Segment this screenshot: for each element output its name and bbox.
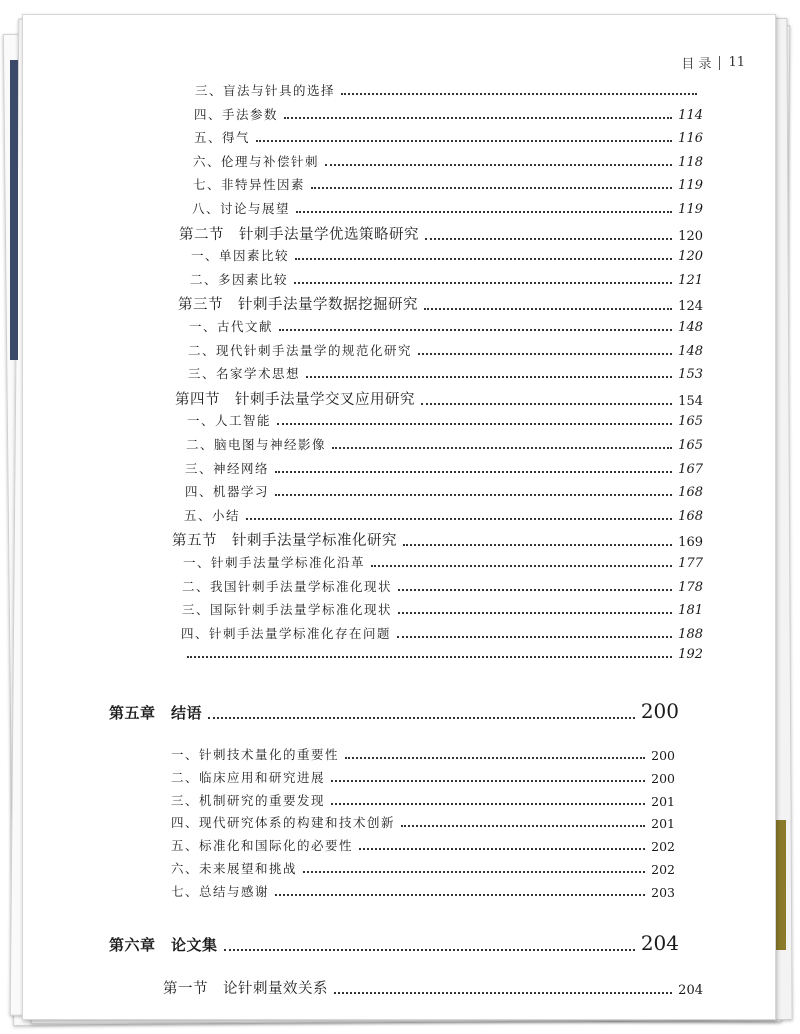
toc-label: 四、现代研究体系的构建和技术创新 <box>171 815 396 831</box>
dot-leader <box>332 447 672 449</box>
toc-item <box>171 813 675 831</box>
toc-label: 第六章 论文集 <box>109 935 218 954</box>
toc-page-number: 148 <box>678 343 703 359</box>
toc-item <box>184 506 703 524</box>
toc-label: 七、非特异性因素 <box>193 177 306 193</box>
toc-label: 四、机器学习 <box>185 484 270 500</box>
toc-page-number: 169 <box>678 535 703 551</box>
toc-page-number: 202 <box>651 862 675 877</box>
toc-page-number: 201 <box>651 816 675 832</box>
toc-page <box>22 14 776 1020</box>
toc-page-number: 165 <box>678 414 703 430</box>
toc-label: 二、多因素比较 <box>190 271 289 287</box>
toc-item <box>171 768 675 786</box>
toc-label: 一、古代文献 <box>189 319 274 334</box>
toc-item <box>181 624 703 642</box>
running-header <box>681 53 745 72</box>
toc-page-number: 153 <box>678 367 703 383</box>
toc-label: 三、盲法与针具的选择 <box>195 83 336 98</box>
toc-label: 第一节 论针刺量效关系 <box>163 980 328 997</box>
toc-page-number: 178 <box>678 579 703 595</box>
toc-label: 四、针刺手法量学标准化存在问题 <box>181 625 392 641</box>
dot-leader <box>284 117 672 119</box>
toc-page-number: 121 <box>678 272 703 288</box>
toc-label: 第四节 针刺手法量学交叉应用研究 <box>175 391 415 408</box>
dot-leader <box>359 848 645 850</box>
dot-leader <box>275 471 672 473</box>
dot-leader <box>294 282 672 284</box>
toc-item <box>185 482 703 500</box>
toc-page-number: 124 <box>678 299 703 315</box>
dot-leader <box>424 308 672 310</box>
toc-page-number: 200 <box>651 770 675 786</box>
dot-leader <box>403 544 672 546</box>
toc-page-number: 116 <box>678 131 703 147</box>
toc-item <box>194 128 703 146</box>
dot-leader <box>401 825 645 827</box>
toc-chapter <box>109 699 679 723</box>
dot-leader <box>187 656 672 658</box>
dot-leader <box>311 187 672 189</box>
toc-label: 四、手法参数 <box>194 106 279 122</box>
dot-leader <box>421 403 672 405</box>
dot-leader <box>256 140 672 142</box>
dot-leader <box>341 93 697 95</box>
dot-leader <box>325 164 672 166</box>
toc-page-number: 148 <box>678 320 703 335</box>
toc-item <box>188 364 703 382</box>
toc-page-number: 202 <box>651 839 675 855</box>
toc-item <box>195 81 703 99</box>
dot-leader <box>208 717 635 719</box>
toc-label: 三、国际针刺手法量学标准化现状 <box>182 602 393 618</box>
toc-page-number: 204 <box>678 982 703 998</box>
dot-leader <box>275 494 672 496</box>
toc-item <box>182 577 703 595</box>
header-divider <box>719 56 720 70</box>
toc-item <box>193 175 703 193</box>
toc-page-number: 120 <box>678 249 703 265</box>
dot-leader <box>296 211 672 213</box>
dot-leader <box>224 949 635 951</box>
toc-label: 第二节 针刺手法量学优选策略研究 <box>179 226 419 243</box>
toc-item <box>182 600 703 618</box>
toc-label: 第五节 针刺手法量学标准化研究 <box>172 533 397 550</box>
toc-page-number: 168 <box>678 485 703 501</box>
toc-item <box>193 152 703 170</box>
toc-label: 二、现代针刺手法量学的规范化研究 <box>188 342 413 358</box>
toc-item <box>190 270 703 288</box>
dot-leader <box>371 565 672 567</box>
toc-label: 五、得气 <box>194 130 251 146</box>
toc-page-number: 119 <box>678 178 703 194</box>
dot-leader <box>334 992 672 994</box>
toc-label: 三、名家学术思想 <box>188 366 301 382</box>
toc-page-number: 118 <box>678 154 703 170</box>
toc-label: 二、临床应用和研究进展 <box>171 769 326 785</box>
toc-label: 一、针刺技术量化的重要性 <box>171 747 340 762</box>
toc-item <box>171 859 675 877</box>
toc-page-number: 192 <box>678 647 703 663</box>
toc-page-number: 200 <box>640 699 679 723</box>
toc-page-number: 203 <box>651 884 675 900</box>
toc-label: 一、针刺手法量学标准化沿革 <box>183 555 366 570</box>
toc-page-number: 204 <box>640 930 679 955</box>
toc-page-number: 114 <box>678 107 703 123</box>
dot-leader <box>331 803 645 805</box>
toc-item <box>187 411 703 429</box>
toc-label: 二、我国针刺手法量学标准化现状 <box>182 578 393 594</box>
toc-label: 六、伦理与补偿针刺 <box>193 153 320 169</box>
toc-item <box>183 553 703 571</box>
header-title: 目 录 <box>681 57 712 72</box>
toc-label: 三、神经网络 <box>185 460 270 476</box>
toc-item <box>171 882 675 900</box>
dot-leader <box>397 636 672 638</box>
toc-page-number: 120 <box>678 228 703 244</box>
dot-leader <box>306 376 672 378</box>
toc-page-number: 177 <box>678 556 703 571</box>
toc-page-number: 181 <box>678 603 703 619</box>
toc-chapter <box>109 931 679 955</box>
toc-item <box>171 745 675 763</box>
toc-section <box>179 223 703 244</box>
toc-page-number: 167 <box>678 461 703 477</box>
toc-page-number: 168 <box>678 508 703 524</box>
dot-leader <box>331 780 645 782</box>
header-page-number: 11 <box>728 55 745 70</box>
toc-item <box>171 836 675 854</box>
toc-label: 七、总结与感谢 <box>171 883 270 899</box>
toc-label: 第五章 结语 <box>109 704 203 722</box>
toc-section <box>175 388 703 409</box>
dot-leader <box>303 871 645 873</box>
dot-leader <box>279 329 672 331</box>
dot-leader <box>295 258 672 260</box>
toc-label: 二、脑电图与神经影像 <box>186 437 327 452</box>
toc-item <box>191 246 703 264</box>
book-cover-edge <box>776 820 786 950</box>
toc-label: 五、标准化和国际化的必要性 <box>171 838 354 854</box>
dot-leader <box>246 518 672 520</box>
dot-leader <box>398 612 672 614</box>
book-cover-edge <box>10 60 18 360</box>
toc-item <box>186 435 703 453</box>
toc-item <box>192 199 703 217</box>
toc-section <box>172 529 703 550</box>
toc-page-number: 188 <box>678 626 703 642</box>
toc-page-number: 201 <box>651 793 675 809</box>
toc-item <box>194 105 703 123</box>
toc-label: 八、讨论与展望 <box>192 201 291 216</box>
dot-leader <box>277 423 672 425</box>
dot-leader <box>345 757 645 759</box>
toc-page-number: 200 <box>651 748 675 763</box>
toc-label: 第三节 针刺手法量学数据挖掘研究 <box>178 297 418 314</box>
dot-leader <box>425 238 672 240</box>
toc-item <box>188 341 703 359</box>
dot-leader <box>275 894 645 896</box>
toc-page-number: 119 <box>678 202 703 217</box>
toc-page-number: 154 <box>678 393 703 409</box>
dot-leader <box>398 589 672 591</box>
toc-label: 五、小结 <box>184 507 241 523</box>
toc-item <box>189 317 703 335</box>
toc-label: 一、单因素比较 <box>191 248 290 264</box>
toc-label: 一、人工智能 <box>187 413 272 429</box>
toc-item <box>185 459 703 477</box>
toc-label: 三、机制研究的重要发现 <box>171 792 326 808</box>
toc-section <box>178 293 703 314</box>
toc-item <box>171 791 675 809</box>
dot-leader <box>418 353 672 355</box>
toc-section <box>163 977 703 998</box>
toc-page-number: 165 <box>678 438 703 453</box>
toc-item <box>181 647 703 662</box>
toc-label: 六、未来展望和挑战 <box>171 861 298 876</box>
